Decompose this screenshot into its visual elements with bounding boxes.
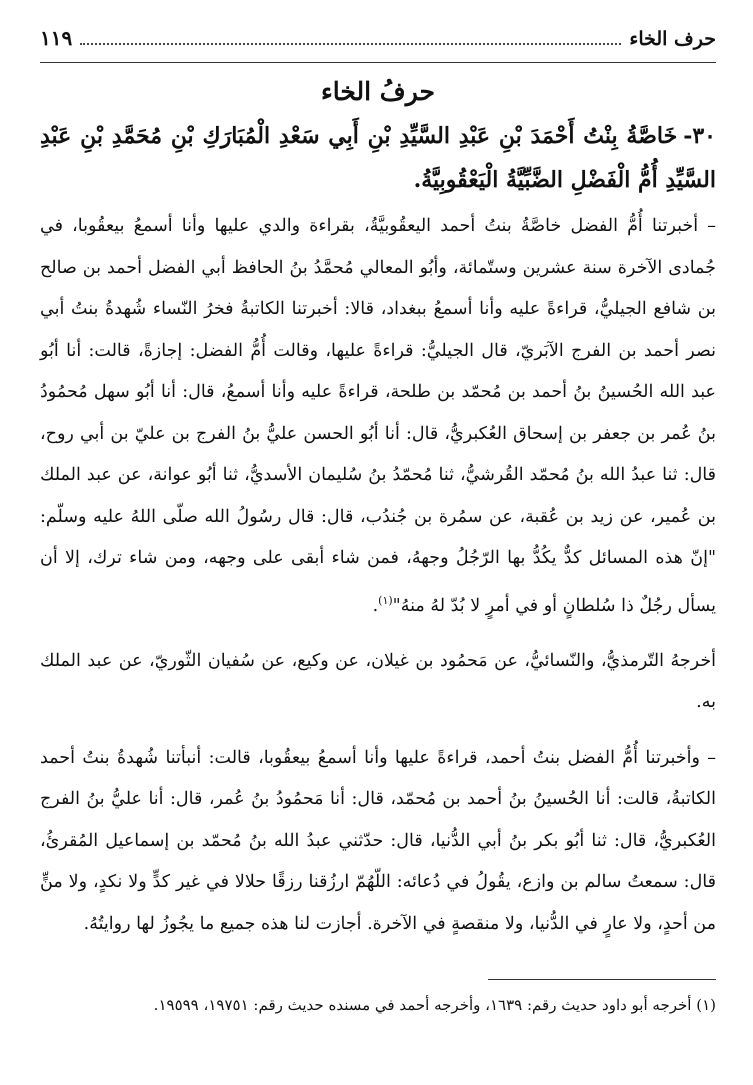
leader-dots bbox=[80, 33, 621, 45]
entry-heading-text: خَاصَّةُ بِنْتُ أَحْمَدَ بْنِ عَبْدِ السَّيِّدِ بْنِ أَبِي سَعْدِ الْمُبَارَكِ بْنِ مُحَمَّدِ بْنِ عَبْدِ السَّيِّدِ أُمُّ الْفَضْلِ الضَّبِّيَّةُ الْيَعْقُوبِيَّةُ. bbox=[40, 123, 716, 193]
paragraph-3: – وأخبرتنا أُمُّ الفضل بنتُ أحمد، قراءةً عليها وأنا أسمعُ بيعقُوبا، قالت: أنبأتنا شُهدةُ بنتُ أحمد الكاتبةُ، قالت: أنا الحُسينُ بنُ أحمد بن مُحمّد، قال: أنا مَحمُودُ بنُ عُمر، قال: أنا عليُّ بنُ الفرج العُكبريُّ، قال: ثنا أبُو بكر بنُ أبي الدُّنيا، قال: حدّثني عبدُ الله بنُ مُحمّد بن إسماعيل المُقرئُ، قال: سمعتُ سالم بن وازع، يقُولُ في دُعائه: اللّهُمّ ارزُقنا رزقًا حلالا في غير كدٍّ ولا نكدٍ، ولا منٍّ من أحدٍ، ولا عارٍ في الدُّنيا، ولا منقصةٍ في الآخرة. أجازت لنا هذه جميع ما يجُوزُ لها روايتُهُ. bbox=[40, 747, 716, 934]
paragraph-1: – أخبرتنا أُمُّ الفضل خاصَّةُ بنتُ أحمد اليعقُوبيَّةُ، بقراءة والدي عليها وأنا أسمعُ بيعقُوبا، في جُمادى الآخرة سنة عشرين وستّمائة، وأبُو المعالي مُحمَّدُ بنُ الحافظ أبي الفضل أحمد بن صالح بن شافع الجيليُّ، قراءةً عليه وأنا أسمعُ ببغداد، قالا: أخبرتنا الكاتبةُ فخرُ النّساء شُهدةُ بنتُ أبي نصر أحمد بن الفرج الآبَريّ، قال الجيليُّ: قراءةً عليها، وقالت أُمُّ الفضل: إجازةً، قالت: أنا أبُو عبد الله الحُسينُ بنُ أحمد بن مُحمّد بن طلحة، قراءةً عليه وأنا أسمعُ، قال: أنا أبُو سهل مُحمُودُ بنُ عُمر بن جعفر بن إسحاق العُكبريُّ، قال: أنا أبُو الحسن عليُّ بنُ الفرج بن عليّ بن أبي روح، قال: ثنا عبدُ الله بنُ مُحمّد القُرشيُّ، ثنا مُحمّدُ بنُ سُليمان الأسديُّ، ثنا أبُو عوانة، عن عبد الملك بن عُمير، عن زيد بن عُقبة، عن سمُرة بن جُندُب، قال: قال رسُولُ الله صلّى اللهُ عليه وسلّم: "إنّ هذه المسائل كدٌّ يكُدُّ بها الرّجُلُ وجههُ، فمن شاء أبقى على وجهه، ومن شاء ترك، إلا أن يسأل رجُلٌ ذا سُلطانٍ أو في أمرٍ لا بُدّ لهُ منهُ"$^{(١)}$. bbox=[40, 216, 716, 616]
footnote-reference: (١) bbox=[378, 593, 393, 607]
entry-number: ٣٠- bbox=[683, 123, 716, 149]
book-page bbox=[40, 26, 716, 1066]
running-header bbox=[40, 26, 716, 63]
footnote-divider bbox=[488, 979, 716, 980]
running-title: حرف الخاء bbox=[629, 28, 716, 50]
footnote: (١) أخرجه أبو داود حديث رقم: ١٦٣٩، وأخرجه أحمد في مسنده حديث رقم: ١٩٧٥١، ١٩٥٩٩. bbox=[153, 996, 716, 1015]
chapter-title: حرفُ الخاء bbox=[321, 77, 435, 106]
page-number: ١١٩ bbox=[40, 26, 73, 50]
entry-heading bbox=[40, 114, 716, 202]
paragraph-1-text: – أخبرتنا أُمُّ الفضل خاصَّةُ بنتُ أحمد اليعقُوبيَّةُ، بقراءة والدي عليها وأنا أسمعُ بيعقُوبا، في جُمادى الآخرة سنة عشرين وستّمائة، وأبُو المعالي مُحمَّدُ بنُ الحافظ أبي الفضل أحمد بن صالح بن شافع الجيليُّ، قراءةً عليه وأنا أسمعُ ببغداد، قالا: أخبرتنا الكاتبةُ فخرُ النّساء شُهدةُ بنتُ أبي نصر أحمد بن الفرج الآبَريّ، قال الجيليُّ: قراءةً عليها، وقالت أُمُّ الفضل: إجازةً، قالت: أنا أبُو عبد الله الحُسينُ بنُ أحمد بن مُحمّد بن طلحة، قراءةً عليه وأنا أسمعُ، قال: أنا أبُو سهل مُحمُودُ بنُ عُمر بن جعفر بن إسحاق العُكبريُّ، قال: أنا أبُو الحسن عليُّ بنُ الفرج بن عليّ بن أبي روح، قال: ثنا عبدُ الله بنُ مُحمّد القُرشيُّ، ثنا مُحمّدُ بنُ سُليمان الأسديُّ، ثنا أبُو عوانة، عن عبد الملك بن عُمير، عن زيد بن عُقبة، عن سمُرة بن جُندُب، قال: قال رسُولُ الله صلّى اللهُ عليه وسلّم: "إنّ هذه المسائل كدٌّ يكُدُّ بها الرّجُلُ وجههُ، فمن شاء أبقى على وجهه، ومن شاء ترك، إلا أن يسأل رجُلٌ ذا سُلطانٍ أو في أمرٍ لا بُدّ لهُ منهُ" bbox=[40, 216, 716, 616]
paragraph-2: أخرجهُ التّرمذيُّ، والنّسائيُّ، عن مَحمُود بن غيلان، عن وكيع، عن سُفيان الثّوريّ، عن عبد الملك به. bbox=[40, 650, 716, 713]
